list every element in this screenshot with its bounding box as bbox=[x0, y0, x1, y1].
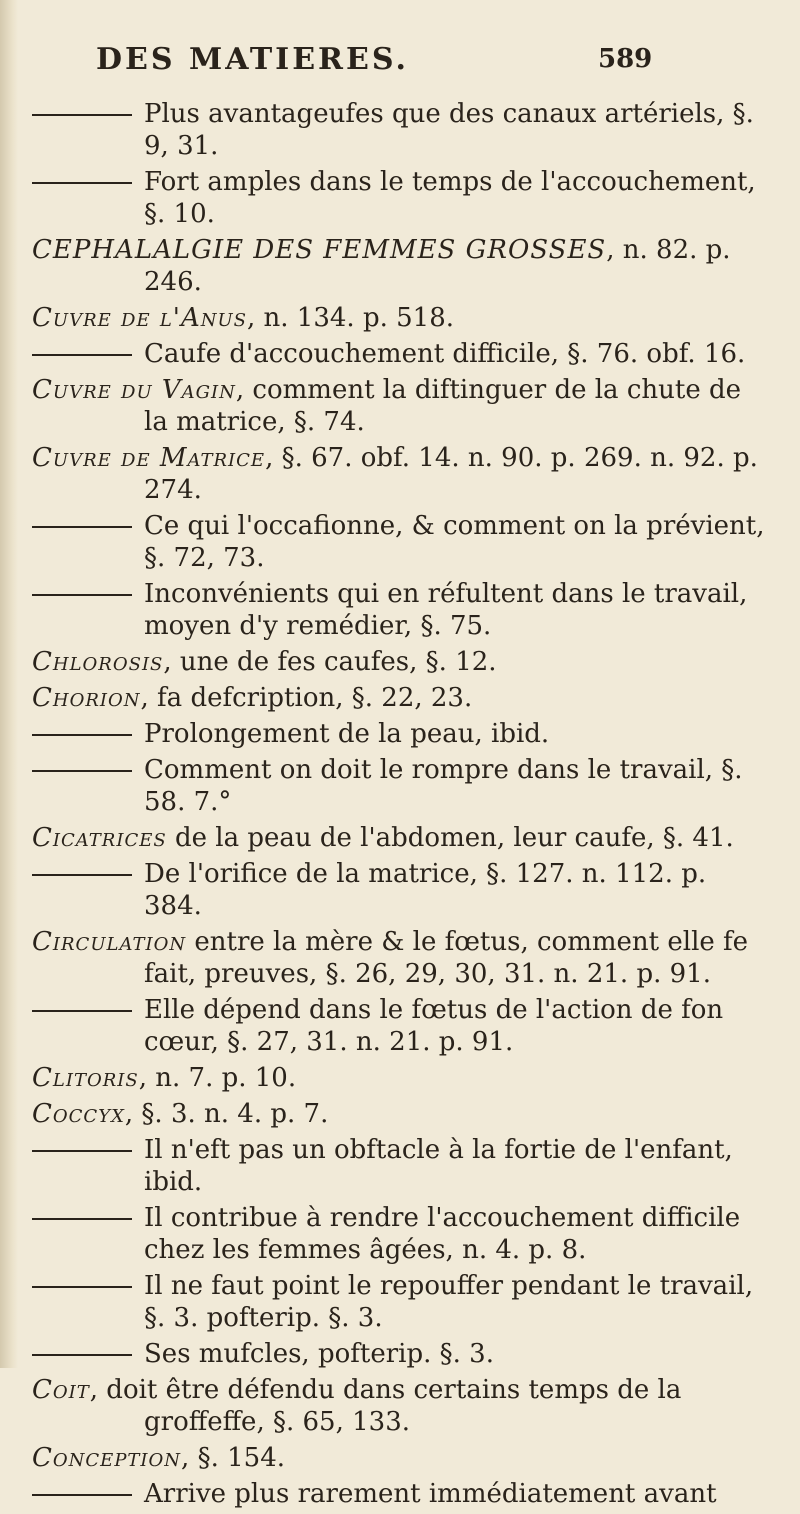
index-entry: Caufe d'accouchement difficile, §. 76. obf. 16. bbox=[32, 338, 772, 370]
index-entry: Coit, doit être défendu dans certains temps de la groffeffe, §. 65, 133. bbox=[32, 1375, 682, 1437]
index-entry: De l'orifice de la matrice, §. 127. n. 112. p. 384. bbox=[32, 858, 772, 922]
index-entry: CEPHALALGIE DES FEMMES GROSSES, n. 82. p. 246. bbox=[32, 235, 731, 297]
running-head-title: DES MATIERES. bbox=[96, 42, 409, 77]
index-entry: Ses mufcles, pofterip. §. 3. bbox=[32, 1338, 772, 1370]
index-entry: Circulation entre la mère & le fœtus, comment elle fe fait, preuves, §. 26, 29, 30, 31. n. 21. p. 91. bbox=[32, 927, 749, 989]
index-entry: Cuvre du Vagin, comment la diftinguer de la chute de la matrice, §. 74. bbox=[32, 375, 742, 437]
index-entry: Comment on doit le rompre dans le travail, §. 58. 7.° bbox=[32, 754, 772, 818]
index-entry: Coccyx, §. 3. n. 4. p. 7. bbox=[32, 1099, 329, 1129]
index-entry: Elle dépend dans le fœtus de l'action de fon cœur, §. 27, 31. n. 21. p. 91. bbox=[32, 994, 772, 1058]
index-entry: Cicatrices de la peau de l'abdomen, leur caufe, §. 41. bbox=[32, 823, 734, 853]
index-entry: Inconvénients qui en réfultent dans le travail, moyen d'y remédier, §. 75. bbox=[32, 578, 772, 642]
index-entries bbox=[32, 98, 772, 1514]
running-head bbox=[96, 42, 656, 77]
index-entry: Arrive plus rarement immédiatement avant bbox=[32, 1478, 772, 1510]
index-entry: Chlorosis, une de fes caufes, §. 12. bbox=[32, 647, 497, 677]
index-entry: Chorion, fa defcription, §. 22, 23. bbox=[32, 683, 473, 713]
page-number: 589 bbox=[598, 44, 653, 74]
index-entry: Il n'eft pas un obftacle à la fortie de l'enfant, ibid. bbox=[32, 1134, 772, 1198]
index-entry: Il contribue à rendre l'accouchement difficile chez les femmes âgées, n. 4. p. 8. bbox=[32, 1202, 772, 1266]
index-entry: Cuvre de l'Anus, n. 134. p. 518. bbox=[32, 303, 455, 333]
index-entry: Plus avantageufes que des canaux artériels, §. 9, 31. bbox=[32, 98, 772, 162]
index-entry: Il ne faut point le repouffer pendant le travail, §. 3. pofterip. §. 3. bbox=[32, 1270, 772, 1334]
page-edge bbox=[0, 0, 18, 1368]
index-entry: Clitoris, n. 7. p. 10. bbox=[32, 1063, 297, 1093]
index-entry: Prolongement de la peau, ibid. bbox=[32, 718, 772, 750]
index-entry: Conception, §. 154. bbox=[32, 1443, 285, 1473]
index-entry: Ce qui l'occafionne, & comment on la prévient, §. 72, 73. bbox=[32, 510, 772, 574]
index-entry: Cuvre de Matrice, §. 67. obf. 14. n. 90. p. 269. n. 92. p. 274. bbox=[32, 443, 758, 505]
index-entry: Fort amples dans le temps de l'accouchement, §. 10. bbox=[32, 166, 772, 230]
